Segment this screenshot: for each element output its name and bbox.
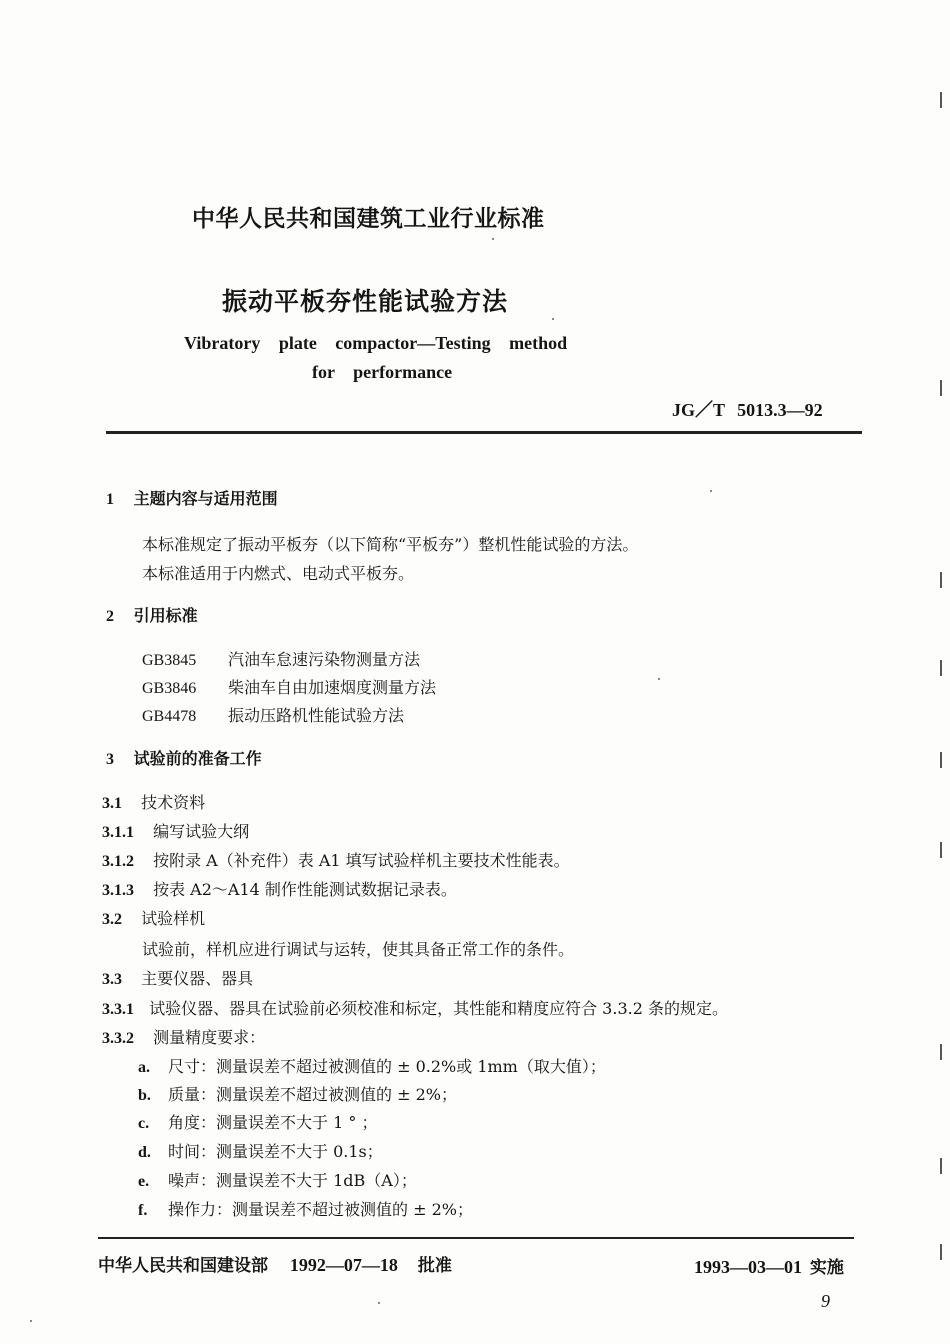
clause-text: 测量精度要求： [153, 1028, 266, 1047]
list-text: 时间：测量误差不大于 0.1s； [168, 1142, 383, 1161]
list-text: 角度：测量误差不大于 1 ° ； [168, 1113, 378, 1132]
page-number: 9 [821, 1291, 830, 1311]
scan-edge-mark [940, 752, 942, 768]
list-label: f. [138, 1202, 148, 1219]
scan-speck [658, 678, 660, 680]
reference-code: GB3846 [142, 680, 197, 697]
approver: 中华人民共和国建设部 [98, 1256, 268, 1276]
section-number: 1 [106, 491, 114, 508]
clause-number: 3.1.3 [102, 882, 134, 899]
clause-text: 试验仪器、器具在试验前必须校准和标定，其性能和精度应符合 3.3.2 条的规定。 [149, 999, 728, 1018]
list-item [138, 1197, 473, 1220]
approval-line [98, 1251, 452, 1276]
clause-number: 3.3.1 [102, 1001, 134, 1018]
section-title: 主题内容与适用范围 [133, 489, 278, 508]
scan-edge-mark [940, 1044, 942, 1060]
clause-number: 3.3 [102, 971, 122, 988]
reference-code: GB3845 [142, 652, 197, 669]
clause-number: 3.1.2 [102, 853, 134, 870]
list-item [138, 1110, 377, 1133]
clause-title: 技术资料 [141, 793, 206, 812]
footer-divider [98, 1237, 854, 1239]
clause-3-3-1 [102, 996, 728, 1019]
list-label: a. [138, 1059, 150, 1076]
subsection-3-2 [102, 906, 205, 929]
effective-label: 实施 [809, 1258, 844, 1278]
reference-name: 振动压路机性能试验方法 [228, 706, 405, 725]
clause-title: 主要仪器、器具 [141, 969, 254, 988]
scan-speck [710, 490, 712, 492]
reference-item [142, 703, 404, 726]
scan-speck [30, 1320, 32, 1322]
list-label: b. [138, 1087, 151, 1104]
list-item [138, 1168, 417, 1191]
section-1-paragraph: 本标准适用于内燃式、电动式平板夯。 [142, 564, 415, 583]
clause-text: 按附录 A（补充件）表 A1 填写试验样机主要技术性能表。 [153, 851, 570, 870]
section-3-heading [106, 746, 262, 769]
section-title: 引用标准 [133, 606, 198, 625]
section-2-heading [106, 603, 198, 626]
scan-edge-mark [940, 1158, 942, 1174]
clause-text: 按表 A2～A14 制作性能测试数据记录表。 [153, 880, 457, 899]
list-text: 质量：测量误差不超过被测值的 ± 2%； [168, 1085, 457, 1104]
effective-date: 1993—03—01 [694, 1257, 802, 1277]
list-text: 噪声：测量误差不大于 1dB（A）； [168, 1171, 417, 1190]
scan-edge-mark [940, 572, 942, 588]
reference-item [142, 647, 420, 670]
clause-3-3-2 [102, 1025, 265, 1048]
reference-name: 汽油车怠速污染物测量方法 [228, 650, 421, 669]
reference-code: GB4478 [142, 708, 197, 725]
list-label: e. [138, 1173, 150, 1190]
list-item [138, 1054, 606, 1077]
scan-edge-mark [940, 380, 942, 396]
scan-edge-mark [940, 1244, 942, 1260]
list-text: 操作力：测量误差不超过被测值的 ± 2%； [168, 1200, 473, 1219]
list-text: 尺寸：测量误差不超过被测值的 ± 0.2%或 1mm（取大值）； [168, 1057, 606, 1076]
section-1-paragraph: 本标准规定了振动平板夯（以下简称“平板夯”）整机性能试验的方法。 [142, 535, 639, 554]
subsection-3-3 [102, 966, 253, 989]
scan-speck [552, 318, 554, 320]
approve-date: 1992—07—18 [289, 1255, 398, 1275]
list-item [138, 1139, 383, 1162]
reference-item [142, 675, 436, 698]
section-number: 3 [106, 751, 114, 768]
section-1-heading [106, 486, 278, 509]
clause-number: 3.2 [102, 911, 122, 928]
scan-edge-mark [940, 842, 942, 858]
clause-3-1-1 [102, 819, 249, 842]
list-item [138, 1082, 457, 1105]
clause-3-1-2 [102, 848, 570, 871]
clause-title: 试验样机 [141, 909, 206, 928]
scan-edge-mark [940, 92, 942, 108]
english-title-line1: Vibratory plate compactor—Testing method [184, 333, 568, 353]
clause-text: 编写试验大纲 [153, 822, 250, 841]
clause-number: 3.3.2 [102, 1030, 134, 1047]
header-divider [106, 431, 862, 434]
scan-speck [492, 238, 494, 240]
scan-speck [378, 1302, 380, 1304]
effective-line [694, 1253, 844, 1278]
approve-label: 批准 [417, 1256, 452, 1276]
english-title-line2: for performance [312, 362, 453, 382]
clause-number: 3.1 [102, 795, 122, 812]
list-label: c. [138, 1115, 150, 1132]
subsection-3-2-text: 试验前，样机应进行调试与运转，使其具备正常工作的条件。 [142, 940, 575, 959]
document-title: 振动平板夯性能试验方法 [222, 287, 509, 316]
subsection-3-1 [102, 790, 205, 813]
clause-3-1-3 [102, 877, 457, 900]
list-label: d. [138, 1144, 151, 1161]
reference-name: 柴油车自由加速烟度测量方法 [228, 678, 437, 697]
section-number: 2 [106, 608, 114, 625]
scan-edge-mark [940, 660, 942, 676]
clause-number: 3.1.1 [102, 824, 134, 841]
section-title: 试验前的准备工作 [133, 749, 262, 768]
issuer-title: 中华人民共和国建筑工业行业标准 [192, 206, 545, 232]
standard-number: JG／T 5013.3—92 [672, 400, 823, 420]
